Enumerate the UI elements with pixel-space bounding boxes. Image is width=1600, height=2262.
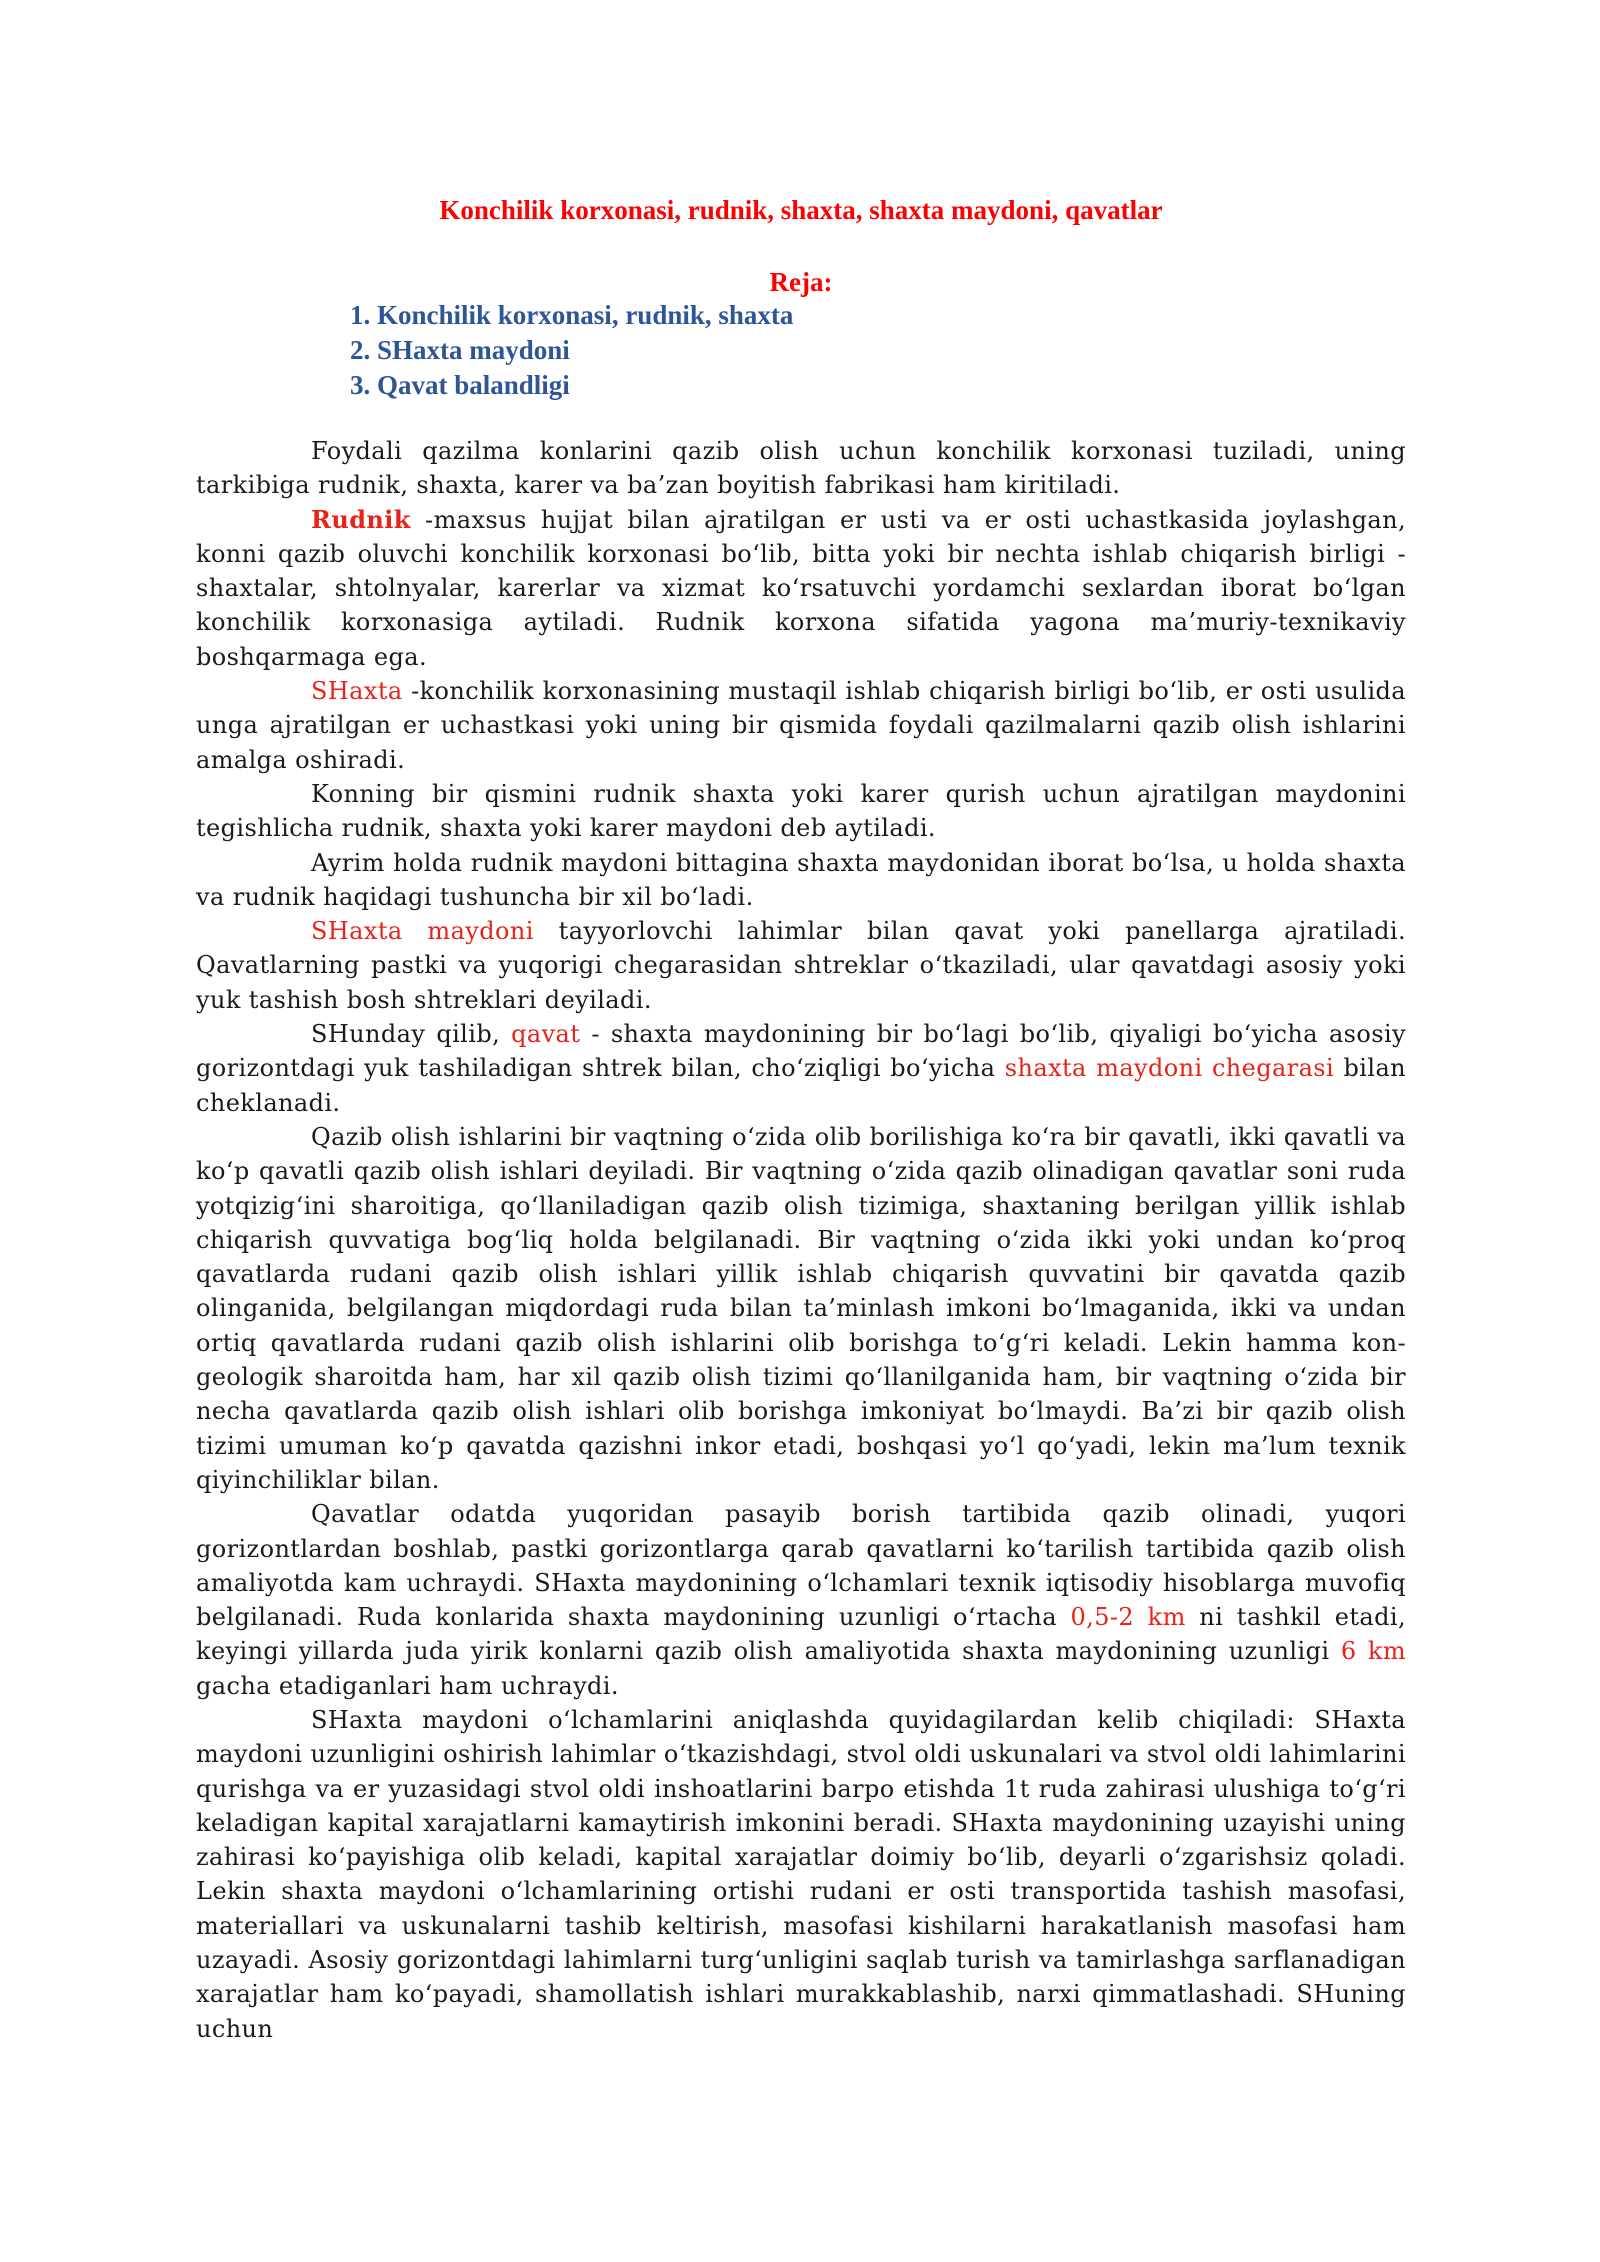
value-length-max: 6 km [1340,1637,1406,1666]
paragraph-7-text-a: SHunday qilib, [311,1020,512,1049]
paragraph-4: Konning bir qismini rudnik shaxta yoki karer qurish uchun ajratilgan maydonini tegishlicha rudnik, shaxta yoki karer maydoni deb aytiladi. [196,779,1406,843]
term-shaxta-maydoni: SHaxta maydoni [311,917,534,946]
paragraph-3-text: -konchilik korxonasining mustaqil ishlab chiqarish birligi bo‘lib, er osti usulida unga ajratilgan er uchastkasi yoki uning bir qismida foydali qazilmalarni qazib olish ishlarini amalga oshiradi. [196,677,1406,774]
term-shaxta-maydoni-chegarasi: shaxta maydoni chegarasi [1004,1054,1335,1083]
paragraph-9-text-b: ni tashkil etadi, keyingi yillarda juda yirik konlarni qazib olish amaliyotida shaxta maydonining uzunligi [196,1603,1407,1666]
document-body [196,434,1406,2046]
plan-item: 2. SHaxta maydoni [350,335,570,365]
plan-item: 3. Qavat balandligi [350,370,570,400]
paragraph-1: Foydali qazilma konlarini qazib olish uchun konchilik korxonasi tuziladi, uning tarkibiga rudnik, shaxta, karer va ba’zan boyitish fabrikasi ham kiritiladi. [196,437,1406,500]
plan-heading: Reja: [769,267,833,297]
paragraph-2-text: -maxsus hujjat bilan ajratilgan er usti va er osti uchastkasida joylashgan, konni qazib oluvchi konchilik korxonasi bo‘lib, bitta yoki bir nechta ishlab chiqarish birligi - shaxtalar, shtolnyalar, karerlar va xizmat ko‘rsatuvchi yordamchi sexlardan iborat bo‘lgan konchilik korxonasiga aytiladi. Rudnik korxona sifatida yagona ma’muriy-texnikaviy boshqarmaga ega. [196,505,1406,671]
paragraph-9-text-a: Qavatlar odatda yuqoridan pasayib borish tartibida qazib olinadi, yuqori gorizontlardan boshlab, pastki gorizontlarga qarab qavatlarni ko‘tarilish tartibida qazib olish amaliyotda kam uchraydi. SHaxta maydonining o‘lchamlari texnik iqtisodiy hisoblarga muvofiq belgilanadi. Ruda konlarida shaxta maydonining uzunligi o‘rtacha [196,1500,1406,1632]
page-title: Konchilik korxonasi, rudnik, shaxta, shaxta maydoni, qavatlar [439,195,1163,225]
paragraph-7-text-c: bilan cheklanadi. [196,1054,1407,1117]
paragraph-7-text-b: - shaxta maydonining bir bo‘lagi bo‘lib, qiyaligi bo‘yicha asosiy gorizontdagi yuk tashiladigan shtrek bilan, cho‘ziqligi bo‘yicha [196,1020,1406,1083]
paragraph-3 [196,674,1406,777]
paragraph-6-text: tayyorlovchi lahimlar bilan qavat yoki panellarga ajratiladi. Qavatlarning pastki va yuqorigi chegarasidan shtreklar o‘tkaziladi, ular qavatdagi asosiy yoki yuk tashish bosh shtreklari deyiladi. [196,917,1406,1014]
plan-list [350,298,793,403]
paragraph-2 [196,503,1406,674]
paragraph-7 [196,1017,1406,1120]
paragraph-9-text-c: gacha etadiganlari ham uchraydi. [196,1671,619,1700]
paragraph-8: Qazib olish ishlarini bir vaqtning o‘zida olib borilishiga ko‘ra bir qavatli, ikki qavatli va ko‘p qavatli qazib olish ishlari deyiladi. Bir vaqtning o‘zida qazib olinadigan qavatlar soni ruda yotqizig‘ini sharoitiga, qo‘llaniladigan qazib olish tizimiga, shaxtaning berilgan yillik ishlab chiqarish quvvatiga bog‘liq holda belgilanadi. Bir vaqtning o‘zida ikki yoki undan ko‘proq qavatlarda rudani qazib olish ishlari yillik ishlab chiqarish quvvatini bir qavatda qazib olinganida, belgilangan miqdordagi ruda bilan ta’minlash imkoni bo‘lmaganida, ikki va undan ortiq qavatlarda rudani qazib olish ishlarini olib borishga to‘g‘ri keladi. Lekin hamma kon-geologik sharoitda ham, har xil qazib olish tizimi qo‘llanilganida ham, bir vaqtning o‘zida bir necha qavatlarda qazib olish ishlari olib borishga imkoniyat bo‘lmaydi. Ba’zi bir qazib olish tizimi umuman ko‘p qavatda qazishni inkor etadi, boshqasi yo‘l qo‘yadi, lekin ma’lum texnik qiyinchiliklar bilan. [196,1122,1406,1494]
paragraph-10: SHaxta maydoni o‘lchamlarini aniqlashda quyidagilardan kelib chiqiladi: SHaxta maydoni uzunligini oshirish lahimlar o‘tkazishdagi, stvol oldi uskunalari va stvol oldi lahimlarini qurishga va er yuzasidagi stvol oldi inshoatlarini barpo etishda 1t ruda zahirasi ulushiga to‘g‘ri keladigan kapital xarajatlarni kamaytirish imkonini beradi. SHaxta maydonining uzayishi uning zahirasi ko‘payishiga olib keladi, kapital xarajatlar doimiy bo‘lib, deyarli o‘zgarishsiz qoladi. Lekin shaxta maydoni o‘lchamlarining ortishi rudani er osti transportida tashish masofasi, materiallari va uskunalarni tashib keltirish, masofasi kishilarni harakatlanish masofasi ham uzayadi. Asosiy gorizontdagi lahimlarni turg‘unligini saqlab turish va tamirlashga sarflanadigan xarajatlar ham ko‘payadi, shamollatish ishlari murakkablashib, narxi qimmatlashadi. SHuning uchun [196,1705,1406,2043]
value-length-range: 0,5-2 km [1070,1603,1186,1632]
term-shaxta: SHaxta [311,677,403,706]
term-qavat: qavat [511,1020,581,1049]
plan-item: 1. Konchilik korxonasi, rudnik, shaxta [350,300,794,330]
paragraph-9 [196,1497,1406,1703]
paragraph-6 [196,914,1406,1017]
term-rudnik: Rudnik [311,504,411,534]
paragraph-5: Ayrim holda rudnik maydoni bittagina shaxta maydonidan iborat bo‘lsa, u holda shaxta va rudnik haqidagi tushuncha bir xil bo‘ladi. [196,848,1406,911]
